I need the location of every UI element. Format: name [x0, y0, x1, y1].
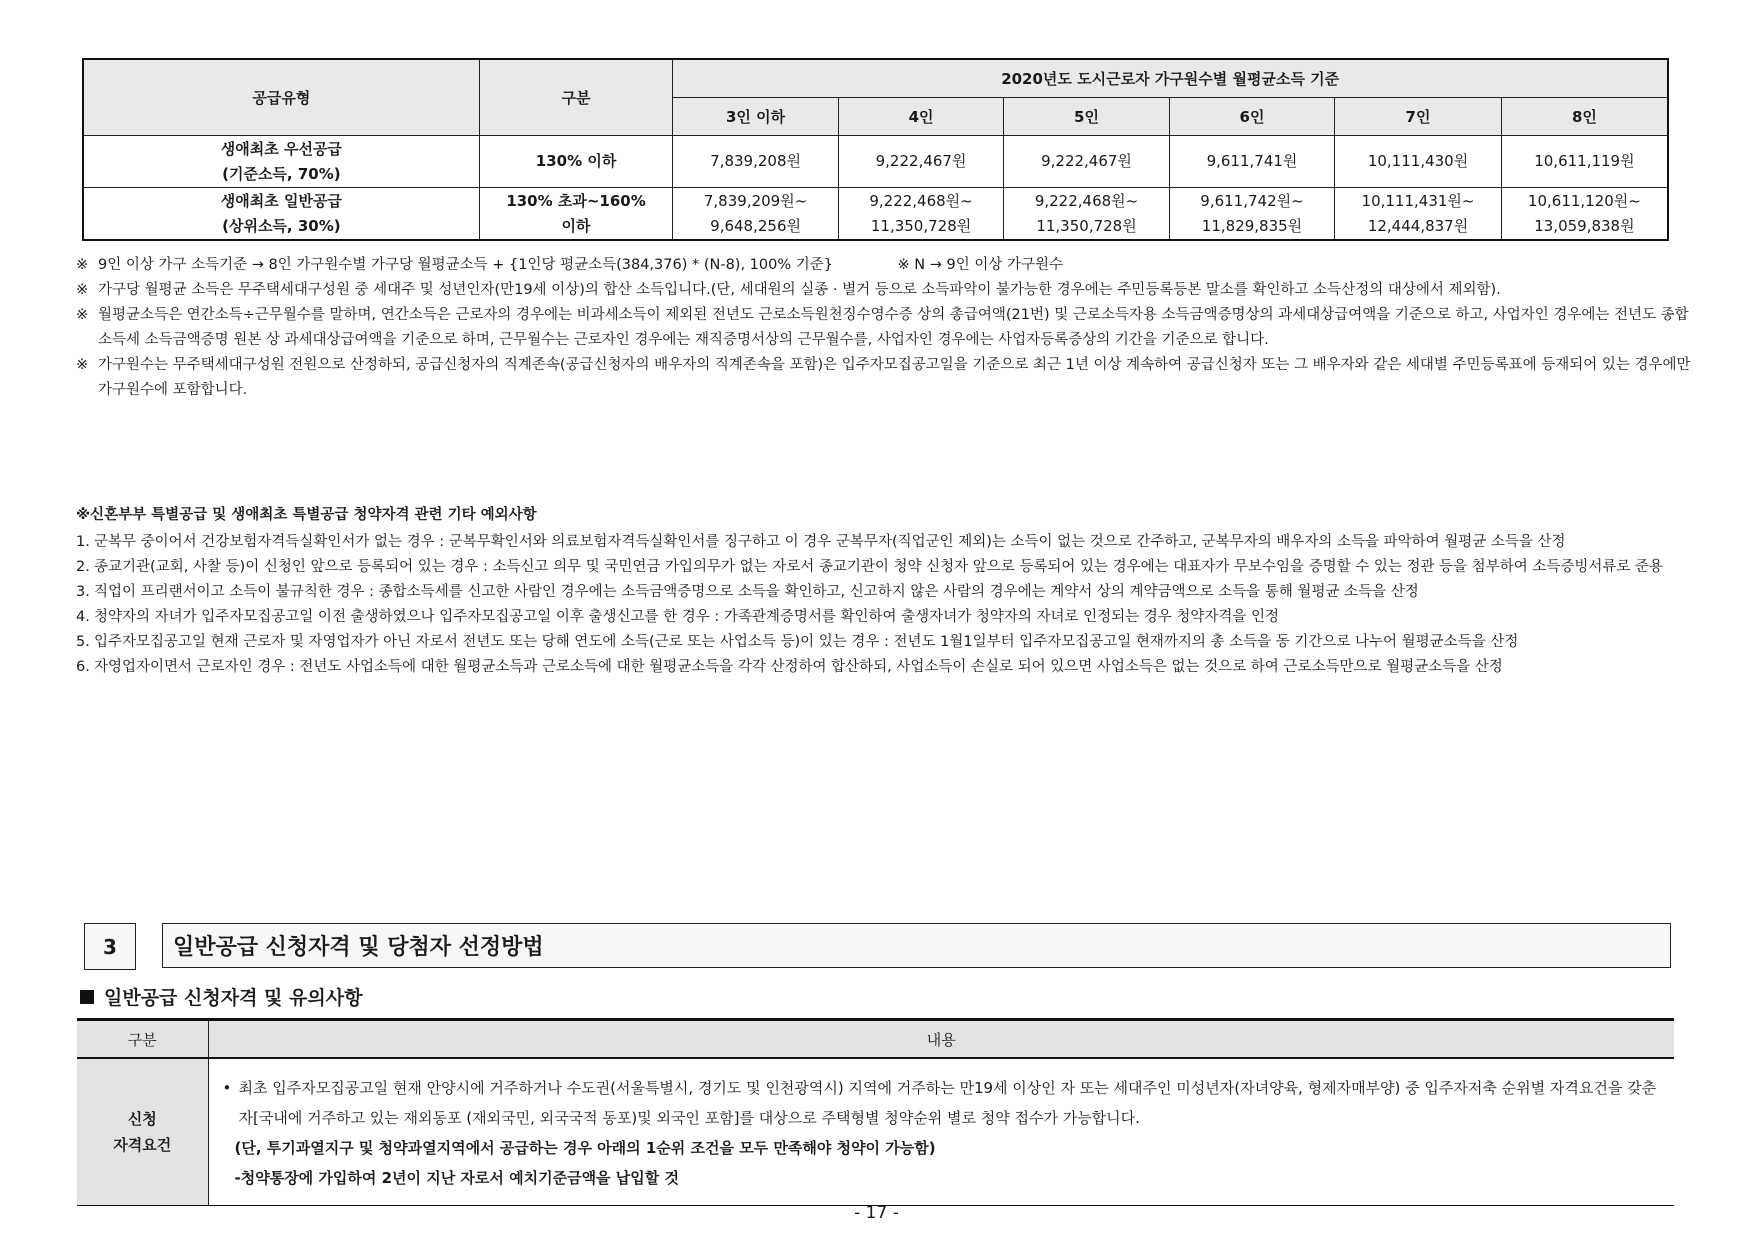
square-bullet-icon	[80, 990, 94, 1004]
list-item	[76, 555, 1696, 580]
requirements-table	[77, 1018, 1674, 1206]
note-text: 가구원수는 무주택세대구성원 전원으로 산정하되, 공급신청자의 직계존속(공급신청자의 배우자의 직계존속을 포함)은 입주자모집공고일을 기준으로 최근 1년 이상 계속하여 공급신청자 또는 그 배우자와 같은 세대별 주민등록표에 등재되어 있는 경우에만 가구원수에 포함합니다.	[98, 357, 1691, 398]
supply-type-cell	[83, 188, 479, 241]
note-text: 가구당 월평균 소득은 무주택세대구성원 중 세대주 및 성년인자(만19세 이상)의 합산 소득입니다.(단, 세대원의 실종 · 별거 등으로 소득파악이 불가능한 경우에는 주민등록등본 말소를 확인하고 소득산정의 대상에서 제외함).	[98, 282, 1501, 298]
bullet-dot-icon: •	[222, 1079, 232, 1097]
subsection-title-text: 일반공급 신청자격 및 유의사항	[104, 987, 363, 1009]
list-item	[76, 530, 1696, 555]
list-item	[76, 605, 1696, 630]
label-line: 신청	[127, 1110, 157, 1128]
bullet-text: 최초 입주자모집공고일 현재 안양시에 거주하거나 수도권(서울특별시, 경기도 및 인천광역시) 지역에 거주하는 만19세 이상인 자 또는 세대주인 미성년자(자녀양육, 형제자매부양) 중 입주자저축 순위별 자격요건을 갖춘 자[국내에 거주하고 있는 재외동포 (재외국민, 외국국적 동포)및 외국인 포함]를 대상으로 주택형별 청약순위 별로 청약 접수가 가능합니다.	[238, 1079, 1657, 1127]
division-cell	[479, 188, 673, 241]
bold-condition: (단, 투기과열지구 및 청약과열지역에서 공급하는 경우 아래의 1순위 조건을 모두 만족해야 청약이 가능함)	[234, 1139, 936, 1157]
bullet-item	[223, 1073, 1675, 1133]
supply-type-line: (상위소득, 30%)	[222, 216, 341, 235]
note-text: 월평균소득은 연간소득÷근무월수를 말하며, 연간소득은 근로자의 경우에는 비과세소득이 제외된 전년도 근로소득원천징수영수증 상의 총급여액(21번) 및 근로소득자용 소득금액증명상의 과세대상급여액을 기준으로 하고, 사업자인 경우에는 전년도 종합소득세 소득금액증명 원본 상 과세대상급여액을 기준으로 하며, 근무월수는 근로자인 경우에는 재직증명서상의 근무월수를, 사업자인 경우에는 사업자등록증상의 기간을 기준으로 합니다.	[98, 307, 1689, 348]
list-number: 5.	[76, 634, 90, 650]
division-line: 130% 이하	[535, 152, 617, 170]
note-item	[76, 353, 1696, 403]
income-value: 9,222,467원	[1041, 152, 1132, 170]
header-col-5: 5인	[1004, 98, 1169, 136]
list-number: 1.	[76, 534, 90, 550]
header-category: 구분	[77, 1020, 208, 1059]
list-item	[76, 655, 1696, 680]
note-item	[76, 253, 1696, 278]
income-cell	[1004, 188, 1169, 241]
income-value: 10,111,431원~	[1361, 191, 1475, 210]
division-line: 130% 초과~160%	[506, 191, 646, 210]
list-number: 4.	[76, 609, 90, 625]
income-value: 10,611,120원~	[1527, 191, 1641, 210]
income-value: 11,350,728원	[870, 216, 972, 235]
division-line: 이하	[561, 216, 591, 235]
supply-type-line: 생애최초 일반공급	[220, 191, 342, 210]
list-item	[76, 580, 1696, 605]
income-cell	[1169, 136, 1334, 188]
income-table	[82, 58, 1669, 241]
label-line: 자격요건	[113, 1136, 172, 1154]
subsection-title	[80, 983, 362, 1010]
list-text: 직업이 프리랜서이고 소득이 불규칙한 경우 : 종합소득세를 신고한 사람인 경우에는 소득금액증명으로 소득을 확인하고, 신고하지 않은 사람의 경우에는 계약서 상의 계약금액으로 소득을 통해 월평균 소득을 산정	[94, 584, 1419, 600]
note-mark: ※	[76, 257, 89, 273]
header-income-group: 2020년도 도시근로자 가구원수별 월평균소득 기준	[673, 59, 1668, 98]
table-row	[83, 188, 1668, 241]
division-cell	[479, 136, 673, 188]
header-col-8: 8인	[1501, 98, 1668, 136]
income-value: 7,839,209원~	[703, 191, 808, 210]
note-item	[76, 303, 1696, 353]
income-cell	[838, 136, 1003, 188]
table-row	[77, 1058, 1674, 1206]
note-item	[76, 278, 1696, 303]
income-cell	[1335, 188, 1502, 241]
income-value: 9,222,467원	[875, 152, 967, 170]
header-col-7: 7인	[1335, 98, 1502, 136]
income-value: 9,648,256원	[710, 216, 801, 235]
exceptions-title: ※신혼부부 특별공급 및 생애최초 특별공급 청약자격 관련 기타 예외사항	[76, 507, 537, 523]
page-number: - 17 -	[854, 1203, 899, 1223]
income-value: 9,611,741원	[1206, 152, 1298, 170]
note-text: 9인 이상 가구 소득기준 → 8인 가구원수별 가구당 월평균소득 + {1인당 평균소득(384,376) * (N-8), 100% 기준} ※ N → 9인 이상 가구원수	[98, 257, 1063, 273]
table-row	[83, 136, 1668, 188]
income-value: 13,059,838원	[1534, 216, 1635, 235]
income-cell	[838, 188, 1003, 241]
header-col-6: 6인	[1169, 98, 1334, 136]
income-cell	[1501, 136, 1668, 188]
list-text: 군복무 중이어서 건강보험자격득실확인서가 없는 경우 : 군복무확인서와 의료보험자격득실확인서를 징구하고 이 경우 군복무자(직업군인 제외)는 소득이 없는 것으로 간주하고, 군복무자의 배우자의 소득을 파악하여 월평균 소득을 산정	[94, 534, 1566, 550]
income-cell	[673, 136, 838, 188]
income-notes	[76, 253, 1696, 403]
list-number: 2.	[76, 559, 90, 575]
list-text: 종교기관(교회, 사찰 등)이 신청인 앞으로 등록되어 있는 경우 : 소득신고 의무 및 국민연금 가입의무가 없는 자로서 종교기관이 청약 신청자 앞으로 등록되어 있는 경우에는 대표자가 무보수임을 증명할 수 있는 정관 등을 첨부하여 소득증빙서류로 준용	[94, 559, 1663, 575]
list-text: 입주자모집공고일 현재 근로자 및 자영업자가 아닌 자로서 전년도 또는 당해 연도에 소득(근로 또는 사업소득 등)이 있는 경우 : 전년도 1월1일부터 입주자모집공고일 현재까지의 총 소득을 동 기간으로 나누어 월평균소득을 산정	[94, 634, 1519, 650]
header-supply-type: 공급유형	[83, 59, 479, 136]
income-value: 9,222,468원~	[1034, 191, 1139, 210]
requirements-content	[208, 1058, 1674, 1206]
note-mark: ※	[76, 307, 89, 323]
header-col-4: 4인	[838, 98, 1003, 136]
income-cell	[1004, 136, 1169, 188]
income-value: 9,222,468원~	[869, 191, 973, 210]
list-number: 3.	[76, 584, 90, 600]
list-text: 자영업자이면서 근로자인 경우 : 전년도 사업소득에 대한 월평균소득과 근로소득에 대한 월평균소득을 각각 산정하여 합산하되, 사업소득이 손실로 되어 있으면 사업소득은 없는 것으로 하여 근로소득만으로 월평균소득을 산정	[94, 659, 1503, 675]
requirements-label	[77, 1058, 208, 1206]
header-col-3: 3인 이하	[673, 98, 838, 136]
header-division: 구분	[479, 59, 673, 136]
income-value: 10,611,119원	[1534, 152, 1635, 170]
section-number: 3	[84, 923, 136, 970]
list-text: 청약자의 자녀가 입주자모집공고일 이전 출생하였으나 입주자모집공고일 이후 출생신고를 한 경우 : 가족관계증명서를 확인하여 출생자녀가 청약자의 자녀로 인정되는 경우 청약자격을 인정	[94, 609, 1279, 625]
list-number: 6.	[76, 659, 90, 675]
income-value: 10,111,430원	[1367, 152, 1469, 170]
section-title: 일반공급 신청자격 및 당첨자 선정방법	[162, 923, 1671, 968]
supply-type-cell	[83, 136, 479, 188]
note-mark: ※	[76, 282, 89, 298]
income-cell	[1501, 188, 1668, 241]
income-value: 11,350,728원	[1036, 216, 1137, 235]
income-value: 12,444,837원	[1367, 216, 1469, 235]
income-value: 7,839,208원	[710, 152, 801, 170]
bold-condition: -청약통장에 가입하여 2년이 지난 자로서 예치기준금액을 납입할 것	[234, 1169, 679, 1187]
income-value: 9,611,742원~	[1200, 191, 1304, 210]
list-item	[76, 630, 1696, 655]
note-mark: ※	[76, 357, 89, 373]
income-cell	[673, 188, 838, 241]
income-cell	[1169, 188, 1334, 241]
income-cell	[1335, 136, 1502, 188]
supply-type-line: 생애최초 우선공급	[220, 139, 342, 158]
exceptions-list	[76, 530, 1696, 680]
income-value: 11,829,835원	[1201, 216, 1303, 235]
supply-type-line: (기준소득, 70%)	[222, 164, 341, 183]
header-content: 내용	[208, 1020, 1674, 1059]
